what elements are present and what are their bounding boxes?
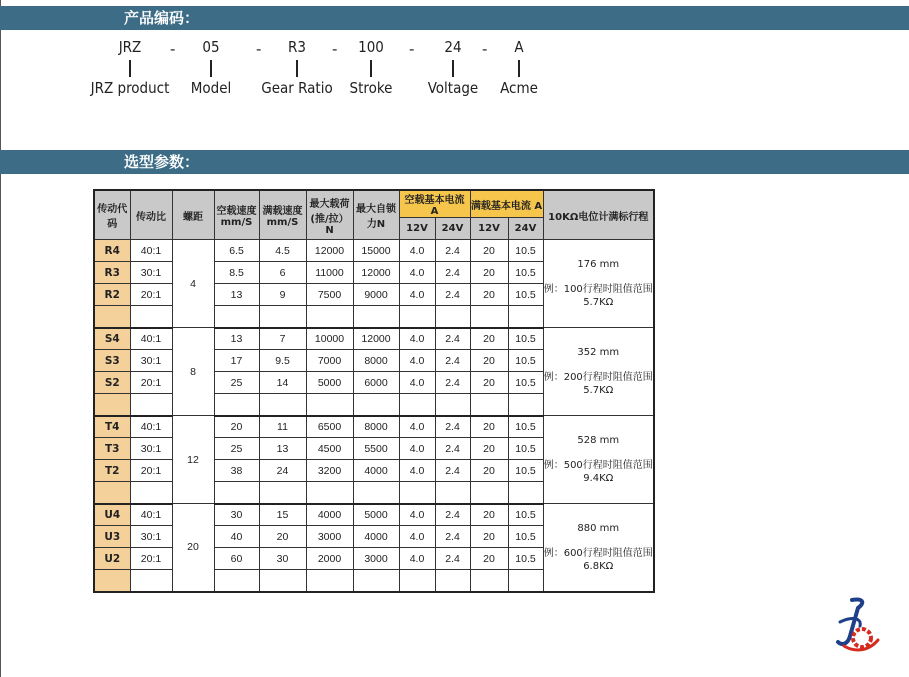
cell-full-load-24v: 10.5	[508, 460, 543, 482]
header-no-load-speed: 空载速度mm/S	[214, 190, 259, 240]
cell-max-load: 12000	[306, 240, 353, 262]
cell-no-load-speed: 17	[214, 350, 259, 372]
cell-self-lock: 8000	[353, 416, 399, 438]
cell-max-load: 4000	[306, 504, 353, 526]
code-label: Stroke	[349, 79, 393, 97]
code-segment: 24	[444, 38, 462, 56]
cell-ratio: 30:1	[130, 350, 172, 372]
code-connector	[129, 60, 131, 77]
company-logo-icon	[832, 596, 882, 654]
header-full-load-current: 满载基本电流 A	[470, 190, 543, 218]
cell-no-load-24v: 2.4	[435, 526, 470, 548]
cell-full-load-12v: 20	[470, 526, 508, 548]
cell-self-lock: 5500	[353, 438, 399, 460]
code-separator: -	[332, 40, 338, 58]
code-item-gear-ratio	[254, 36, 340, 99]
cell-self-lock: 15000	[353, 240, 399, 262]
header-no-load-current: 空载基本电流 A	[399, 190, 470, 218]
resistance-example: 例：100行程时阻值范围5.7KΩ	[543, 284, 653, 308]
cell-potentiometer-note	[543, 240, 654, 328]
cell-empty	[259, 482, 306, 504]
table-row	[94, 328, 654, 350]
cell-full-load-speed: 15	[259, 504, 306, 526]
cell-empty	[94, 482, 130, 504]
cell-no-load-12v: 4.0	[399, 438, 435, 460]
code-connector	[370, 60, 372, 77]
cell-code: T4	[94, 416, 130, 438]
cell-empty	[353, 306, 399, 328]
cell-ratio: 40:1	[130, 504, 172, 526]
code-label: JRZ product	[90, 79, 170, 97]
cell-self-lock: 4000	[353, 460, 399, 482]
code-segment: JRZ	[118, 38, 142, 56]
cell-ratio: 30:1	[130, 438, 172, 460]
cell-full-load-24v: 10.5	[508, 548, 543, 570]
header-full-load-24v: 24V	[508, 218, 543, 240]
cell-full-load-speed: 9	[259, 284, 306, 306]
cell-full-load-12v: 20	[470, 416, 508, 438]
cell-full-load-24v: 10.5	[508, 372, 543, 394]
header-no-load-24v: 24V	[435, 218, 470, 240]
cell-empty	[306, 570, 353, 592]
cell-empty	[353, 482, 399, 504]
header-pitch: 螺距	[172, 190, 214, 240]
cell-code: R2	[94, 284, 130, 306]
cell-code: S3	[94, 350, 130, 372]
cell-empty	[306, 482, 353, 504]
code-item-product	[88, 36, 172, 99]
cell-no-load-12v: 4.0	[399, 240, 435, 262]
cell-ratio: 20:1	[130, 548, 172, 570]
cell-empty	[399, 394, 435, 416]
cell-no-load-24v: 2.4	[435, 284, 470, 306]
code-separator: -	[170, 40, 176, 58]
spec-table	[93, 189, 655, 593]
cell-full-load-12v: 20	[470, 438, 508, 460]
cell-pitch: 12	[172, 416, 214, 504]
cell-full-load-24v: 10.5	[508, 240, 543, 262]
cell-no-load-24v: 2.4	[435, 372, 470, 394]
cell-max-load: 2000	[306, 548, 353, 570]
code-connector	[210, 60, 212, 77]
cell-self-lock: 9000	[353, 284, 399, 306]
cell-full-load-speed: 7	[259, 328, 306, 350]
cell-no-load-12v: 4.0	[399, 504, 435, 526]
cell-full-load-speed: 4.5	[259, 240, 306, 262]
cell-empty	[306, 394, 353, 416]
cell-max-load: 6500	[306, 416, 353, 438]
code-separator: -	[482, 40, 488, 58]
cell-no-load-24v: 2.4	[435, 328, 470, 350]
cell-self-lock: 5000	[353, 504, 399, 526]
cell-max-load: 7500	[306, 284, 353, 306]
cell-empty	[435, 482, 470, 504]
resistance-example: 例：500行程时阻值范围9.4KΩ	[543, 460, 653, 484]
cell-ratio: 20:1	[130, 284, 172, 306]
cell-empty	[470, 394, 508, 416]
cell-no-load-12v: 4.0	[399, 284, 435, 306]
cell-pitch: 20	[172, 504, 214, 592]
cell-empty	[470, 570, 508, 592]
cell-empty	[470, 306, 508, 328]
cell-empty	[435, 394, 470, 416]
cell-no-load-12v: 4.0	[399, 372, 435, 394]
cell-empty	[130, 570, 172, 592]
header-full-load-12v: 12V	[470, 218, 508, 240]
code-item-model	[184, 36, 238, 99]
cell-empty	[399, 482, 435, 504]
header-no-load-12v: 12V	[399, 218, 435, 240]
cell-empty	[94, 306, 130, 328]
code-connector	[296, 60, 298, 77]
cell-full-load-12v: 20	[470, 372, 508, 394]
cell-empty	[130, 306, 172, 328]
cell-empty	[508, 394, 543, 416]
cell-code: S4	[94, 328, 130, 350]
code-item-voltage	[422, 36, 484, 99]
cell-full-load-24v: 10.5	[508, 526, 543, 548]
cell-full-load-12v: 20	[470, 284, 508, 306]
code-connector	[452, 60, 454, 77]
resistance-example: 例：600行程时阻值范围6.8KΩ	[543, 547, 653, 572]
cell-full-load-12v: 20	[470, 504, 508, 526]
cell-empty	[259, 306, 306, 328]
cell-no-load-24v: 2.4	[435, 438, 470, 460]
cell-max-load: 4500	[306, 438, 353, 460]
cell-full-load-speed: 30	[259, 548, 306, 570]
cell-full-load-24v: 10.5	[508, 328, 543, 350]
cell-code: R4	[94, 240, 130, 262]
cell-full-load-24v: 10.5	[508, 504, 543, 526]
cell-no-load-speed: 6.5	[214, 240, 259, 262]
cell-no-load-24v: 2.4	[435, 460, 470, 482]
cell-no-load-speed: 20	[214, 416, 259, 438]
cell-empty	[214, 306, 259, 328]
cell-max-load: 11000	[306, 262, 353, 284]
cell-no-load-24v: 2.4	[435, 350, 470, 372]
cell-full-load-speed: 11	[259, 416, 306, 438]
cell-full-load-24v: 10.5	[508, 350, 543, 372]
cell-no-load-speed: 13	[214, 328, 259, 350]
cell-empty	[353, 394, 399, 416]
cell-full-load-12v: 20	[470, 262, 508, 284]
cell-self-lock: 12000	[353, 328, 399, 350]
header-code: 传动代码	[94, 190, 130, 240]
cell-no-load-24v: 2.4	[435, 240, 470, 262]
cell-full-load-speed: 14	[259, 372, 306, 394]
cell-no-load-12v: 4.0	[399, 460, 435, 482]
cell-no-load-speed: 25	[214, 372, 259, 394]
cell-no-load-12v: 4.0	[399, 328, 435, 350]
code-item-acme	[494, 36, 544, 99]
cell-full-load-speed: 9.5	[259, 350, 306, 372]
cell-ratio: 30:1	[130, 526, 172, 548]
cell-empty	[130, 482, 172, 504]
code-segment: A	[514, 38, 524, 56]
cell-max-load: 10000	[306, 328, 353, 350]
resistance-example: 例：200行程时阻值范围5.7KΩ	[543, 372, 653, 396]
cell-empty	[214, 482, 259, 504]
cell-code: T2	[94, 460, 130, 482]
cell-full-load-24v: 10.5	[508, 262, 543, 284]
cell-empty	[94, 394, 130, 416]
table-row	[94, 504, 654, 526]
product-code-title: 产品编码：	[124, 9, 200, 27]
code-label: Voltage	[427, 79, 479, 97]
header-max-load: 最大载荷(推/拉）N	[306, 190, 353, 240]
cell-full-load-speed: 13	[259, 438, 306, 460]
header-full-load-speed: 满载速度mm/S	[259, 190, 306, 240]
cell-self-lock: 8000	[353, 350, 399, 372]
code-label: Gear Ratio	[261, 79, 333, 97]
cell-self-lock: 3000	[353, 548, 399, 570]
code-separator: -	[409, 40, 415, 58]
cell-full-load-12v: 20	[470, 548, 508, 570]
cell-no-load-24v: 2.4	[435, 548, 470, 570]
cell-no-load-speed: 40	[214, 526, 259, 548]
cell-ratio: 40:1	[130, 416, 172, 438]
cell-max-load: 5000	[306, 372, 353, 394]
cell-no-load-24v: 2.4	[435, 262, 470, 284]
full-stroke-value: 880 mm	[577, 522, 620, 534]
cell-full-load-speed: 20	[259, 526, 306, 548]
cell-empty	[259, 570, 306, 592]
code-label: Acme	[500, 79, 538, 97]
cell-empty	[399, 306, 435, 328]
cell-empty	[508, 306, 543, 328]
cell-ratio: 40:1	[130, 240, 172, 262]
cell-empty	[259, 394, 306, 416]
header-self-lock: 最大自锁力N	[353, 190, 399, 240]
cell-no-load-12v: 4.0	[399, 262, 435, 284]
cell-self-lock: 4000	[353, 526, 399, 548]
cell-code: T3	[94, 438, 130, 460]
cell-empty	[130, 394, 172, 416]
cell-code: U3	[94, 526, 130, 548]
cell-full-load-12v: 20	[470, 460, 508, 482]
selection-title: 选型参数：	[124, 153, 200, 171]
cell-ratio: 30:1	[130, 262, 172, 284]
full-stroke-value: 176 mm	[577, 259, 620, 270]
header-potentiometer: 10KΩ电位计满标行程	[543, 190, 654, 240]
cell-empty	[508, 482, 543, 504]
product-code-diagram	[0, 36, 909, 116]
full-stroke-value: 528 mm	[577, 435, 620, 446]
code-separator: -	[256, 40, 262, 58]
cell-empty	[508, 570, 543, 592]
cell-no-load-speed: 30	[214, 504, 259, 526]
cell-full-load-12v: 20	[470, 240, 508, 262]
cell-potentiometer-note	[543, 328, 654, 416]
cell-ratio: 20:1	[130, 372, 172, 394]
cell-pitch: 4	[172, 240, 214, 328]
cell-no-load-12v: 4.0	[399, 350, 435, 372]
cell-pitch: 8	[172, 328, 214, 416]
code-segment: R3	[288, 38, 306, 56]
cell-full-load-speed: 6	[259, 262, 306, 284]
cell-no-load-12v: 4.0	[399, 416, 435, 438]
cell-no-load-speed: 13	[214, 284, 259, 306]
cell-full-load-speed: 24	[259, 460, 306, 482]
cell-ratio: 40:1	[130, 328, 172, 350]
cell-no-load-speed: 8.5	[214, 262, 259, 284]
cell-potentiometer-note	[543, 416, 654, 504]
cell-no-load-speed: 60	[214, 548, 259, 570]
cell-no-load-12v: 4.0	[399, 526, 435, 548]
cell-no-load-24v: 2.4	[435, 504, 470, 526]
table-row	[94, 240, 654, 262]
code-segment: 05	[202, 38, 220, 56]
cell-empty	[94, 570, 130, 592]
cell-no-load-speed: 38	[214, 460, 259, 482]
cell-empty	[306, 306, 353, 328]
cell-self-lock: 6000	[353, 372, 399, 394]
cell-potentiometer-note	[543, 504, 654, 592]
cell-no-load-speed: 25	[214, 438, 259, 460]
cell-ratio: 20:1	[130, 460, 172, 482]
full-stroke-value: 352 mm	[577, 347, 620, 358]
cell-code: R3	[94, 262, 130, 284]
spec-table-body	[94, 240, 654, 592]
cell-empty	[353, 570, 399, 592]
cell-full-load-24v: 10.5	[508, 284, 543, 306]
cell-full-load-12v: 20	[470, 328, 508, 350]
code-connector	[518, 60, 520, 77]
cell-max-load: 3000	[306, 526, 353, 548]
cell-code: S2	[94, 372, 130, 394]
header-ratio: 传动比	[130, 190, 172, 240]
code-segment: 100	[358, 38, 384, 56]
cell-self-lock: 12000	[353, 262, 399, 284]
cell-max-load: 7000	[306, 350, 353, 372]
code-item-stroke	[343, 36, 399, 99]
cell-no-load-12v: 4.0	[399, 548, 435, 570]
cell-empty	[214, 570, 259, 592]
cell-empty	[399, 570, 435, 592]
cell-full-load-12v: 20	[470, 350, 508, 372]
table-row	[94, 416, 654, 438]
cell-code: U2	[94, 548, 130, 570]
product-code-section-bar	[0, 6, 909, 30]
cell-empty	[435, 570, 470, 592]
cell-no-load-24v: 2.4	[435, 416, 470, 438]
selection-section-bar	[0, 150, 909, 174]
code-label: Model	[190, 79, 232, 97]
cell-max-load: 3200	[306, 460, 353, 482]
cell-empty	[470, 482, 508, 504]
cell-full-load-24v: 10.5	[508, 416, 543, 438]
cell-empty	[435, 306, 470, 328]
cell-empty	[214, 394, 259, 416]
cell-full-load-24v: 10.5	[508, 438, 543, 460]
cell-code: U4	[94, 504, 130, 526]
